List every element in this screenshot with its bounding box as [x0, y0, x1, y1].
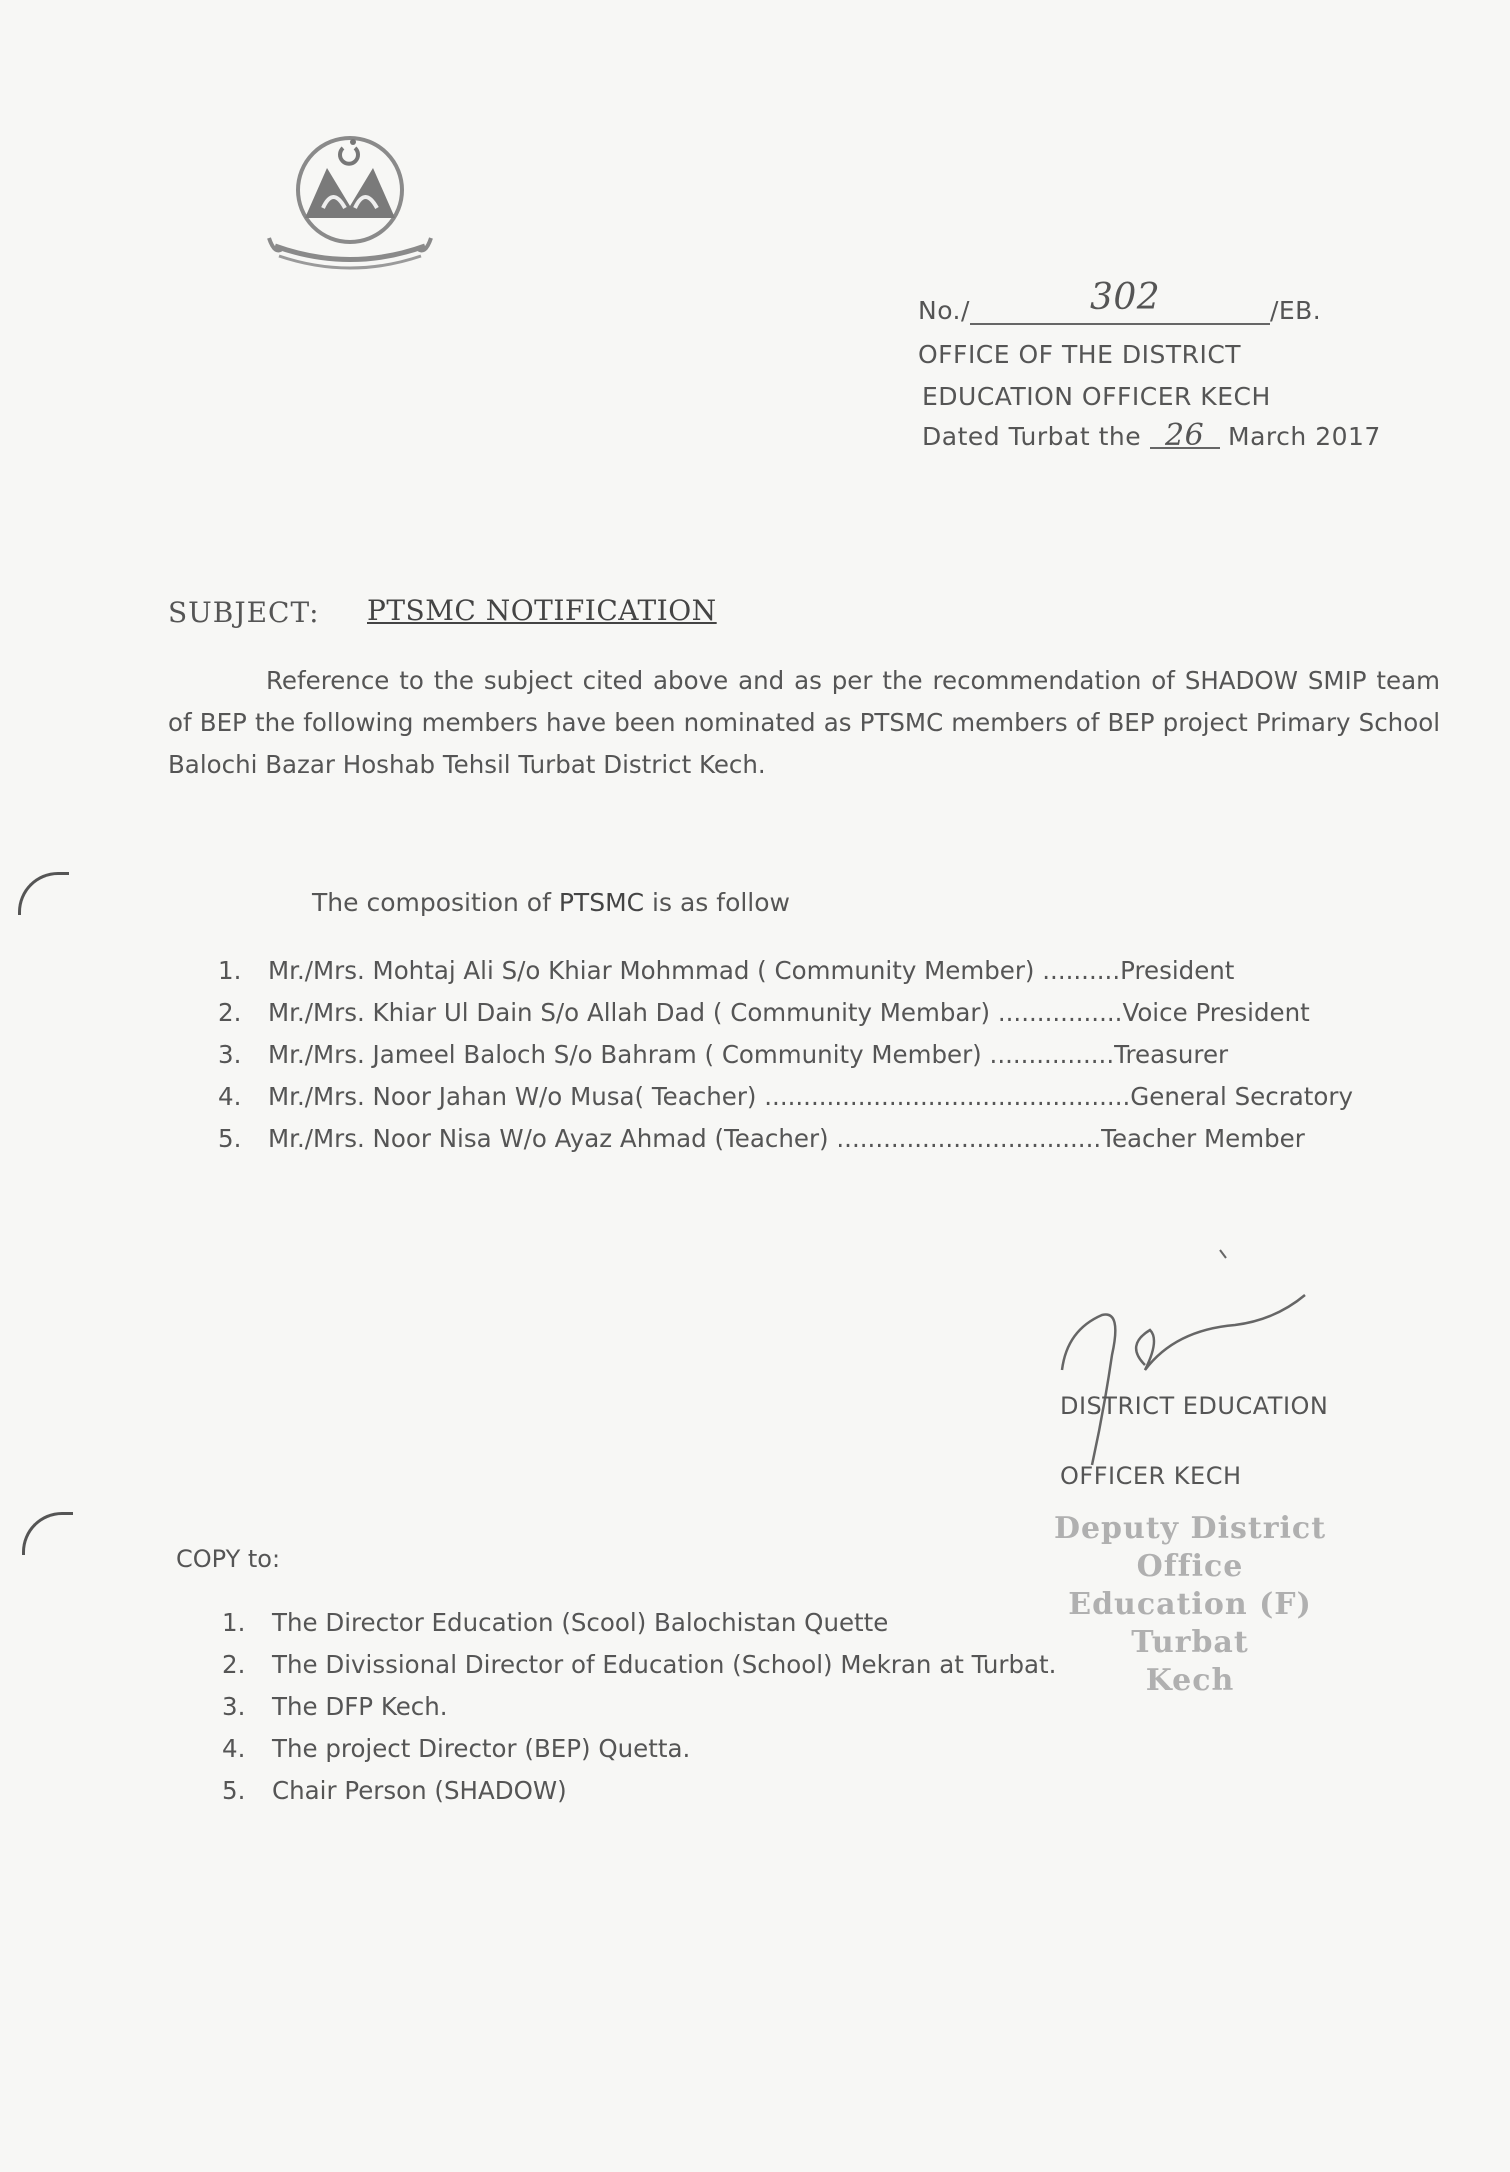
subject-label: SUBJECT: — [168, 596, 320, 629]
member-item — [218, 998, 1358, 1040]
member-text: Mr./Mrs. Noor Jahan W/o Musa( Teacher) ...............................................General Secratory — [268, 1082, 1353, 1111]
punch-hole-mark — [18, 872, 69, 915]
copy-text: The DFP Kech. — [272, 1692, 448, 1721]
copy-item — [222, 1776, 1362, 1818]
composition-intro-suffix: is as follow — [644, 888, 790, 917]
member-number: 4. — [218, 1082, 242, 1111]
copy-item — [222, 1650, 1362, 1692]
copy-to-label: COPY to: — [176, 1545, 281, 1573]
signature-title-line-1: DISTRICT EDUCATION — [1060, 1392, 1329, 1420]
date-day-handwritten: 26 — [1150, 425, 1220, 449]
date-suffix: March 2017 — [1228, 422, 1381, 451]
reference-suffix: /EB. — [1269, 296, 1322, 325]
copy-item — [222, 1692, 1362, 1734]
composition-intro-ptsmc: PTSMC — [558, 888, 645, 917]
member-list — [218, 956, 1358, 1166]
reference-number-handwritten: 302 — [1089, 277, 1161, 318]
copy-number: 3. — [222, 1692, 246, 1721]
copy-text: The project Director (BEP) Quetta. — [272, 1734, 691, 1763]
copy-item — [222, 1734, 1362, 1776]
member-text: Mr./Mrs. Khiar Ul Dain S/o Allah Dad ( Community Membar) ................Voice President — [268, 998, 1310, 1027]
body-paragraph: Reference to the subject cited above and as per the recommendation of SHADOW SMIP team of BEP the following members have been nominated as PTSMC members of BEP project Primary School Balochi Bazar Hoshab Tehsil Turbat District Kech. — [168, 666, 1440, 779]
member-item — [218, 956, 1358, 998]
date-line — [922, 418, 1381, 453]
composition-intro — [312, 888, 790, 917]
copy-text: The Divissional Director of Education (School) Mekran at Turbat. — [272, 1650, 1057, 1679]
date-prefix: Dated Turbat the — [922, 422, 1142, 451]
copy-number: 5. — [222, 1776, 246, 1805]
stamp-line-1: Deputy District Office — [1053, 1511, 1327, 1584]
copy-text: Chair Person (SHADOW) — [272, 1776, 567, 1805]
copy-text: The Director Education (Scool) Balochistan Quette — [272, 1608, 889, 1637]
punch-hole-mark — [22, 1512, 73, 1555]
government-emblem-icon — [265, 128, 435, 278]
composition-intro-prefix: The composition of — [312, 888, 559, 917]
member-text: Mr./Mrs. Jameel Baloch S/o Bahram ( Community Member) ................Treasurer — [268, 1040, 1229, 1069]
member-item — [218, 1124, 1358, 1166]
copy-item — [222, 1608, 1362, 1650]
copy-number: 2. — [222, 1650, 246, 1679]
member-number: 1. — [218, 956, 242, 985]
member-number: 3. — [218, 1040, 242, 1069]
signature-scribble — [1050, 1230, 1330, 1470]
copy-list — [222, 1608, 1362, 1818]
signature-title-line-2: OFFICER KECH — [1060, 1462, 1242, 1490]
member-number: 2. — [218, 998, 242, 1027]
member-number: 5. — [218, 1124, 242, 1153]
member-item — [218, 1040, 1358, 1082]
reference-prefix: No./ — [918, 296, 970, 325]
subject-title: PTSMC NOTIFICATION — [367, 594, 717, 627]
stamp-line-2: Education (F) Turbat — [1068, 1587, 1312, 1660]
copy-number: 1. — [222, 1608, 246, 1637]
office-line-1: OFFICE OF THE DISTRICT — [918, 340, 1242, 369]
member-text: Mr./Mrs. Noor Nisa W/o Ayaz Ahmad (Teacher) ..................................Teacher Member — [268, 1124, 1305, 1153]
copy-number: 4. — [222, 1734, 246, 1763]
office-line-2: EDUCATION OFFICER KECH — [922, 382, 1271, 411]
stamp-line-3: Kech — [1145, 1663, 1235, 1698]
member-text: Mr./Mrs. Mohtaj Ali S/o Khiar Mohmmad ( Community Member) ..........President — [268, 956, 1235, 985]
member-item — [218, 1082, 1358, 1124]
reference-number — [918, 277, 1322, 325]
